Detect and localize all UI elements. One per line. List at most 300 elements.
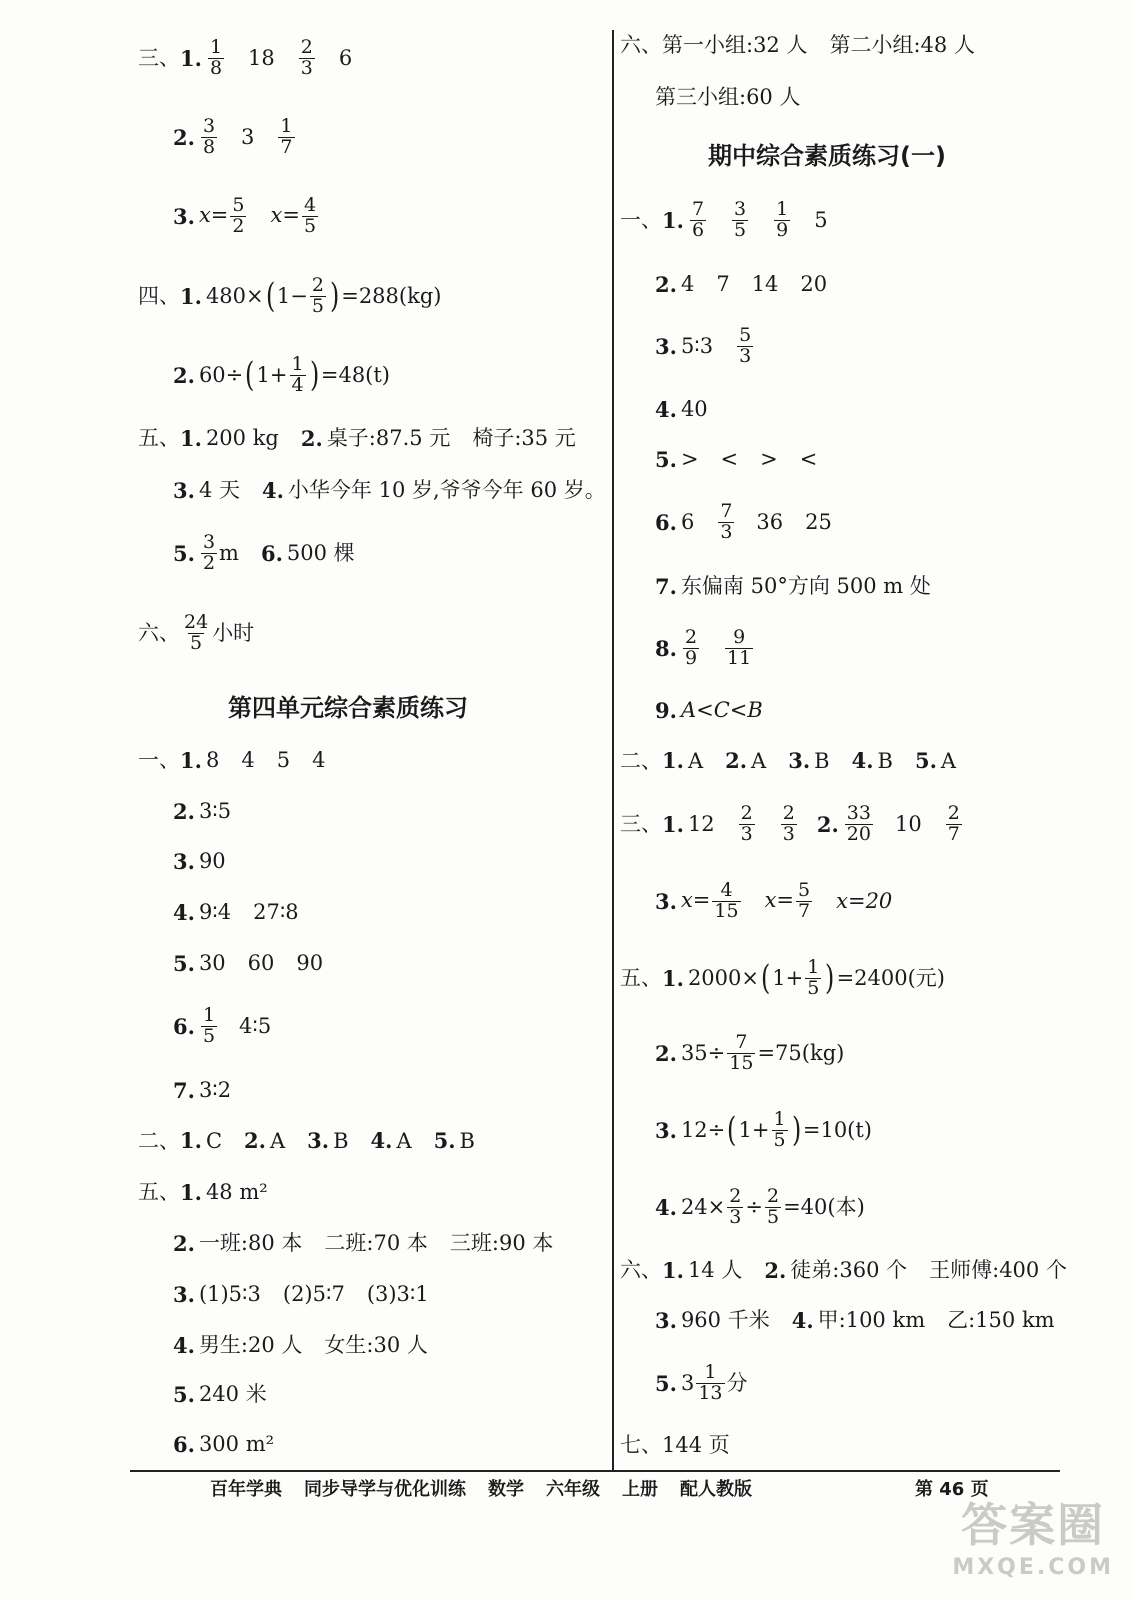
answer-text: 12	[687, 811, 715, 836]
answer-line	[173, 791, 231, 831]
item-number: 5.	[173, 540, 195, 566]
denominator: 3	[782, 822, 795, 845]
answer-item	[198, 950, 226, 975]
answer-line	[655, 499, 832, 543]
answer-text: =40(本)	[783, 1194, 865, 1219]
answer-line	[655, 439, 817, 479]
answer-text: 王师傅:400 个	[929, 1257, 1067, 1282]
answer-text: 480×	[205, 283, 264, 308]
fraction	[718, 499, 734, 543]
answer-item	[723, 625, 755, 669]
answer-text: B	[459, 1129, 475, 1153]
answer-item	[247, 950, 275, 975]
answer-line	[620, 741, 956, 781]
answer-text: 1−	[276, 283, 308, 308]
item-number: 3.	[655, 1307, 677, 1333]
answer-item	[681, 625, 701, 669]
answer-text: 3	[680, 1370, 695, 1395]
parenthesis: (	[760, 958, 771, 998]
section-label: 一、	[138, 747, 180, 772]
item-number: 5.	[433, 1128, 456, 1153]
answer-text: 960 千米	[680, 1307, 770, 1332]
answer-text: 3	[241, 124, 255, 149]
answer-text: 桌子:87.5 元	[326, 425, 451, 450]
answer-item	[836, 888, 893, 913]
numerator: 4	[720, 878, 733, 901]
item-number: 1.	[180, 1128, 202, 1153]
answer-text: ÷	[745, 1194, 763, 1219]
numerator: 4	[303, 193, 317, 216]
section-label: 七、	[620, 1432, 662, 1457]
fraction	[946, 801, 962, 845]
section-heading: 期中综合素质练习(一)	[708, 142, 946, 170]
answer-text: 三班:90 本	[449, 1230, 554, 1255]
fraction	[737, 323, 753, 367]
variable: x=	[270, 202, 300, 227]
answer-text: 8	[205, 747, 220, 772]
answer-item	[199, 114, 219, 158]
answer-text: 第二小组:48 人	[829, 32, 975, 57]
answer-item	[244, 1130, 285, 1152]
answer-text: 3∶5	[198, 798, 232, 823]
answer-text: 200 kg	[205, 425, 279, 450]
item-number: 1.	[662, 965, 684, 991]
item-number: 2.	[173, 124, 195, 150]
item-number: 3.	[173, 477, 195, 503]
answer-line	[173, 1003, 272, 1047]
numerator: 3	[202, 114, 216, 137]
answer-item	[760, 446, 778, 471]
fraction	[201, 530, 217, 574]
fraction	[796, 878, 812, 922]
numerator: 5	[232, 193, 245, 216]
item-number: 2.	[173, 1230, 195, 1256]
fraction	[845, 801, 873, 845]
answer-item	[282, 1281, 345, 1306]
watermark-title: 答案圈	[961, 1498, 1106, 1552]
answer-text: 5	[814, 207, 828, 232]
item-number: 4.	[370, 1128, 393, 1153]
answer-line	[655, 1107, 873, 1151]
section-label: 三、	[138, 45, 180, 70]
fraction	[772, 1107, 788, 1151]
section-label: 四、	[138, 283, 180, 308]
answer-item	[800, 271, 828, 296]
answer-text: A	[751, 749, 767, 773]
parenthesis: )	[791, 1110, 801, 1150]
answer-text: (1)5∶3	[198, 1281, 261, 1306]
answer-text: 300 m²	[198, 1431, 275, 1456]
item-number: 3.	[307, 1128, 330, 1153]
item-number: 6.	[173, 1431, 195, 1457]
answer-text: C	[205, 1129, 223, 1153]
answer-text: 36	[756, 509, 784, 534]
answer-text: 14	[751, 271, 779, 296]
footer-text	[210, 1475, 774, 1501]
footer-item: 配人教版	[680, 1479, 752, 1500]
answer-text: 18	[248, 45, 275, 70]
denominator: 9	[684, 646, 698, 669]
answer-line	[655, 323, 755, 367]
answer-item	[680, 446, 699, 471]
denominator: 3	[739, 344, 752, 367]
denominator: 5	[190, 631, 203, 654]
answer-item	[915, 750, 956, 772]
watermark-url: MXQE.COM	[952, 1555, 1114, 1580]
parenthesis: (	[245, 355, 255, 395]
answer-text: 第一小组:32 人	[662, 32, 808, 57]
denominator: 9	[776, 218, 789, 241]
answer-text: 4∶5	[239, 1013, 272, 1038]
item-number: 4.	[851, 748, 874, 773]
item-number: 1.	[662, 207, 684, 233]
fraction	[727, 1030, 755, 1074]
answer-line	[138, 740, 325, 780]
footer-item: 六年级	[546, 1479, 600, 1500]
item-number: 3.	[173, 848, 195, 874]
answer-text: 甲:100 km	[817, 1307, 926, 1332]
denominator: 7	[947, 822, 960, 845]
footer-item: 数学	[488, 1479, 524, 1500]
answer-line	[173, 1223, 553, 1263]
answer-text: 徒弟:360 个	[790, 1257, 908, 1282]
denominator: 20	[846, 822, 871, 845]
item-number: 5.	[173, 950, 195, 976]
answer-line	[138, 610, 255, 654]
answer-text: 4	[312, 747, 326, 772]
answer-text: 60÷	[198, 362, 244, 387]
denominator: 4	[291, 373, 304, 396]
answer-line	[138, 1121, 475, 1161]
numerator: 2	[947, 801, 960, 824]
numerator: 1	[776, 197, 789, 220]
answer-item	[799, 446, 818, 471]
answer-text: 6	[338, 45, 353, 70]
fraction	[781, 801, 797, 845]
numerator: 5	[798, 878, 811, 901]
parenthesis: )	[825, 958, 835, 998]
denominator: 15	[714, 899, 739, 922]
section-label: 二、	[138, 1128, 180, 1153]
answer-item	[716, 271, 730, 296]
denominator: 3	[740, 822, 753, 845]
answer-line	[173, 841, 226, 881]
answer-line	[173, 470, 606, 510]
answer-line	[655, 77, 800, 117]
item-number: 2.	[655, 271, 677, 297]
item-number: 5.	[173, 1381, 195, 1407]
variable: x=20	[836, 888, 893, 913]
denominator: 15	[729, 1051, 754, 1074]
fraction	[310, 273, 326, 317]
answer-line	[655, 1184, 865, 1228]
fraction	[201, 114, 217, 158]
item-number: 2.	[816, 811, 839, 837]
item-number: 2.	[300, 425, 323, 451]
answer-item	[725, 750, 766, 772]
answer-line	[173, 1325, 428, 1365]
item-number: 4.	[173, 1332, 195, 1358]
item-number: 2.	[764, 1257, 787, 1283]
fraction	[696, 1360, 724, 1404]
denominator: 5	[773, 1128, 786, 1151]
footer-item: 百年学典	[210, 1479, 282, 1500]
item-number: 7.	[655, 573, 677, 599]
numerator: 1	[773, 1107, 786, 1130]
answer-item	[296, 950, 324, 975]
item-number: 2.	[173, 798, 195, 824]
answer-text: 椅子:35 元	[472, 425, 576, 450]
answer-text: 乙:150 km	[947, 1307, 1055, 1332]
answer-item	[307, 1130, 348, 1152]
answer-text: 4	[680, 271, 695, 296]
answer-line	[138, 35, 353, 79]
answer-text: (2)5∶7	[282, 1281, 345, 1306]
denominator: 5	[807, 976, 820, 999]
footer-item: 同步导学与优化训练	[304, 1479, 466, 1500]
answer-text: 1+	[738, 1117, 770, 1142]
answer-line	[173, 352, 391, 396]
parenthesis: (	[727, 1110, 737, 1150]
answer-text: 1+	[256, 362, 288, 387]
answer-text: 12÷	[680, 1117, 726, 1142]
denominator: 6	[691, 218, 705, 241]
answer-item	[206, 35, 226, 79]
answer-text: 14 人	[687, 1257, 743, 1282]
item-number: 6.	[260, 540, 283, 566]
answer-item	[253, 899, 299, 924]
denominator: 13	[698, 1381, 723, 1404]
column-divider	[612, 30, 614, 1470]
item-number: 3.	[655, 1117, 677, 1143]
section-label: 三、	[620, 811, 662, 836]
item-number: 3.	[788, 748, 811, 773]
answer-line	[655, 878, 893, 922]
denominator: 5	[311, 294, 324, 317]
numerator: 2	[300, 35, 313, 58]
item-number: 6.	[173, 1013, 195, 1039]
answer-line	[655, 566, 931, 606]
answer-text: =288(kg)	[341, 283, 442, 308]
answer-item	[764, 878, 815, 922]
item-number: 1.	[180, 747, 202, 773]
answer-text: 4	[241, 747, 255, 772]
item-number: 5.	[655, 446, 677, 472]
answer-item	[198, 1332, 303, 1357]
numerator: 1	[807, 955, 820, 978]
variable: x=	[764, 887, 795, 912]
answer-text: >	[680, 446, 699, 471]
item-number: 2.	[173, 362, 195, 388]
answer-line	[655, 625, 755, 669]
section-label: 一、	[620, 207, 662, 232]
answer-text: =10(t)	[802, 1117, 873, 1142]
answer-text: 5	[276, 747, 291, 772]
fraction	[201, 1003, 217, 1047]
answer-item	[662, 32, 808, 57]
fraction	[725, 625, 753, 669]
answer-text: 10	[894, 811, 922, 836]
answer-text: 24×	[680, 1194, 726, 1219]
fraction	[805, 955, 821, 999]
numerator: 1	[280, 114, 293, 137]
answer-text: 60	[247, 950, 275, 975]
answer-line	[138, 418, 576, 458]
answer-text: A<C<B	[680, 697, 763, 722]
numerator: 33	[846, 801, 871, 824]
answer-item	[434, 1130, 475, 1152]
answer-line	[173, 1424, 274, 1464]
answer-item	[241, 747, 255, 772]
answer-item	[751, 271, 779, 296]
answer-text: 一班:80 本	[198, 1230, 303, 1255]
numerator: 2	[740, 801, 753, 824]
numerator: 1	[291, 352, 304, 375]
numerator: 1	[209, 35, 223, 58]
answer-item	[814, 207, 828, 232]
answer-item	[324, 1230, 428, 1255]
answer-text: 9∶4	[198, 899, 232, 924]
answer-text: 分	[726, 1370, 748, 1395]
answer-item	[449, 1230, 554, 1255]
answer-line	[173, 193, 320, 237]
fraction	[230, 193, 246, 237]
answer-line	[620, 1250, 1067, 1290]
answer-line	[655, 389, 708, 429]
footer-rule	[130, 1470, 1060, 1472]
numerator: 3	[202, 530, 216, 553]
item-number: 3.	[173, 203, 195, 229]
numerator: 2	[684, 625, 698, 648]
answer-item	[241, 124, 255, 149]
numerator: 3	[734, 197, 747, 220]
answer-item	[662, 750, 703, 772]
answer-text: 小时	[212, 620, 255, 645]
answer-text: 35÷	[680, 1040, 726, 1065]
answer-line	[655, 1360, 748, 1404]
answer-item	[198, 1281, 261, 1306]
answer-text: <	[720, 446, 739, 471]
answer-line	[173, 943, 323, 983]
answer-item	[680, 878, 743, 922]
fraction	[208, 35, 224, 79]
watermark-logo	[952, 1489, 1114, 1580]
denominator: 7	[798, 899, 811, 922]
answer-line	[173, 1374, 267, 1414]
fraction	[712, 878, 740, 922]
parenthesis: (	[265, 276, 275, 316]
answer-line	[655, 1030, 845, 1074]
item-number: 7.	[173, 1077, 195, 1103]
answer-line	[620, 801, 964, 845]
answer-line	[173, 530, 355, 574]
answer-text: 东偏南 50°方向 500 m 处	[680, 573, 931, 598]
section-label: 五、	[138, 425, 180, 450]
answer-item	[730, 197, 750, 241]
denominator: 3	[300, 56, 313, 79]
numerator: 7	[691, 197, 705, 220]
fraction	[182, 610, 210, 654]
answer-item	[312, 747, 326, 772]
answer-text: 2000×	[687, 965, 759, 990]
item-number: 5.	[655, 1370, 677, 1396]
answer-line	[173, 892, 299, 932]
numerator: 1	[704, 1360, 717, 1383]
section-label: 二、	[620, 748, 662, 773]
answer-text: =48(t)	[320, 362, 391, 387]
fraction	[302, 193, 318, 237]
answer-item	[756, 509, 784, 534]
answer-line	[173, 114, 297, 158]
item-number: 1.	[662, 811, 684, 837]
answer-item	[852, 750, 893, 772]
answer-text: 二班:70 本	[324, 1230, 428, 1255]
answer-text: m	[219, 540, 239, 565]
denominator: 8	[209, 56, 223, 79]
answer-item	[772, 197, 792, 241]
answer-item	[680, 271, 695, 296]
item-number: 4.	[173, 899, 195, 925]
footer-item: 上册	[622, 1479, 658, 1500]
answer-text: 90	[198, 848, 226, 873]
answer-line	[655, 264, 827, 304]
answer-item	[198, 1230, 303, 1255]
answer-text: 90	[296, 950, 324, 975]
answer-item	[276, 747, 291, 772]
item-number: 2.	[244, 1128, 266, 1153]
section-heading: 第四单元综合素质练习	[228, 694, 468, 722]
numerator: 9	[733, 625, 746, 648]
answer-text: A	[940, 749, 957, 773]
answer-item	[205, 747, 220, 772]
variable: x=	[198, 202, 229, 227]
answer-text: 5∶3	[680, 333, 714, 358]
answer-text: 7	[716, 271, 730, 296]
numerator: 7	[735, 1030, 748, 1053]
section-label: 六、	[620, 32, 662, 57]
parenthesis: )	[329, 276, 340, 316]
numerator: 1	[202, 1003, 216, 1026]
answer-item	[276, 114, 296, 158]
answer-text: 小华今年 10 岁,爷爷今年 60 岁。	[287, 477, 606, 502]
item-number: 1.	[662, 748, 684, 773]
answer-text: B	[333, 1129, 349, 1153]
answer-item	[720, 446, 739, 471]
item-number: 4.	[261, 477, 284, 503]
answer-line	[620, 955, 946, 999]
answer-line	[173, 1070, 231, 1110]
item-number: 3.	[173, 1281, 195, 1307]
parenthesis: )	[309, 355, 319, 395]
fraction	[690, 197, 706, 241]
denominator: 5	[303, 214, 317, 237]
section-label: 五、	[620, 965, 662, 990]
fraction	[765, 1184, 781, 1228]
answer-text: 3∶2	[198, 1077, 232, 1102]
answer-text: 1+	[772, 965, 804, 990]
numerator: 2	[782, 801, 795, 824]
answer-text: >	[760, 446, 778, 471]
variable: x=	[680, 887, 711, 912]
item-number: 1.	[180, 425, 202, 451]
answer-text: 40	[680, 396, 708, 421]
answer-item	[297, 35, 317, 79]
answer-item	[198, 193, 249, 237]
answer-item	[270, 193, 320, 237]
numerator: 2	[311, 273, 324, 296]
answer-text: =2400(元)	[836, 965, 946, 990]
answer-item	[371, 1130, 412, 1152]
